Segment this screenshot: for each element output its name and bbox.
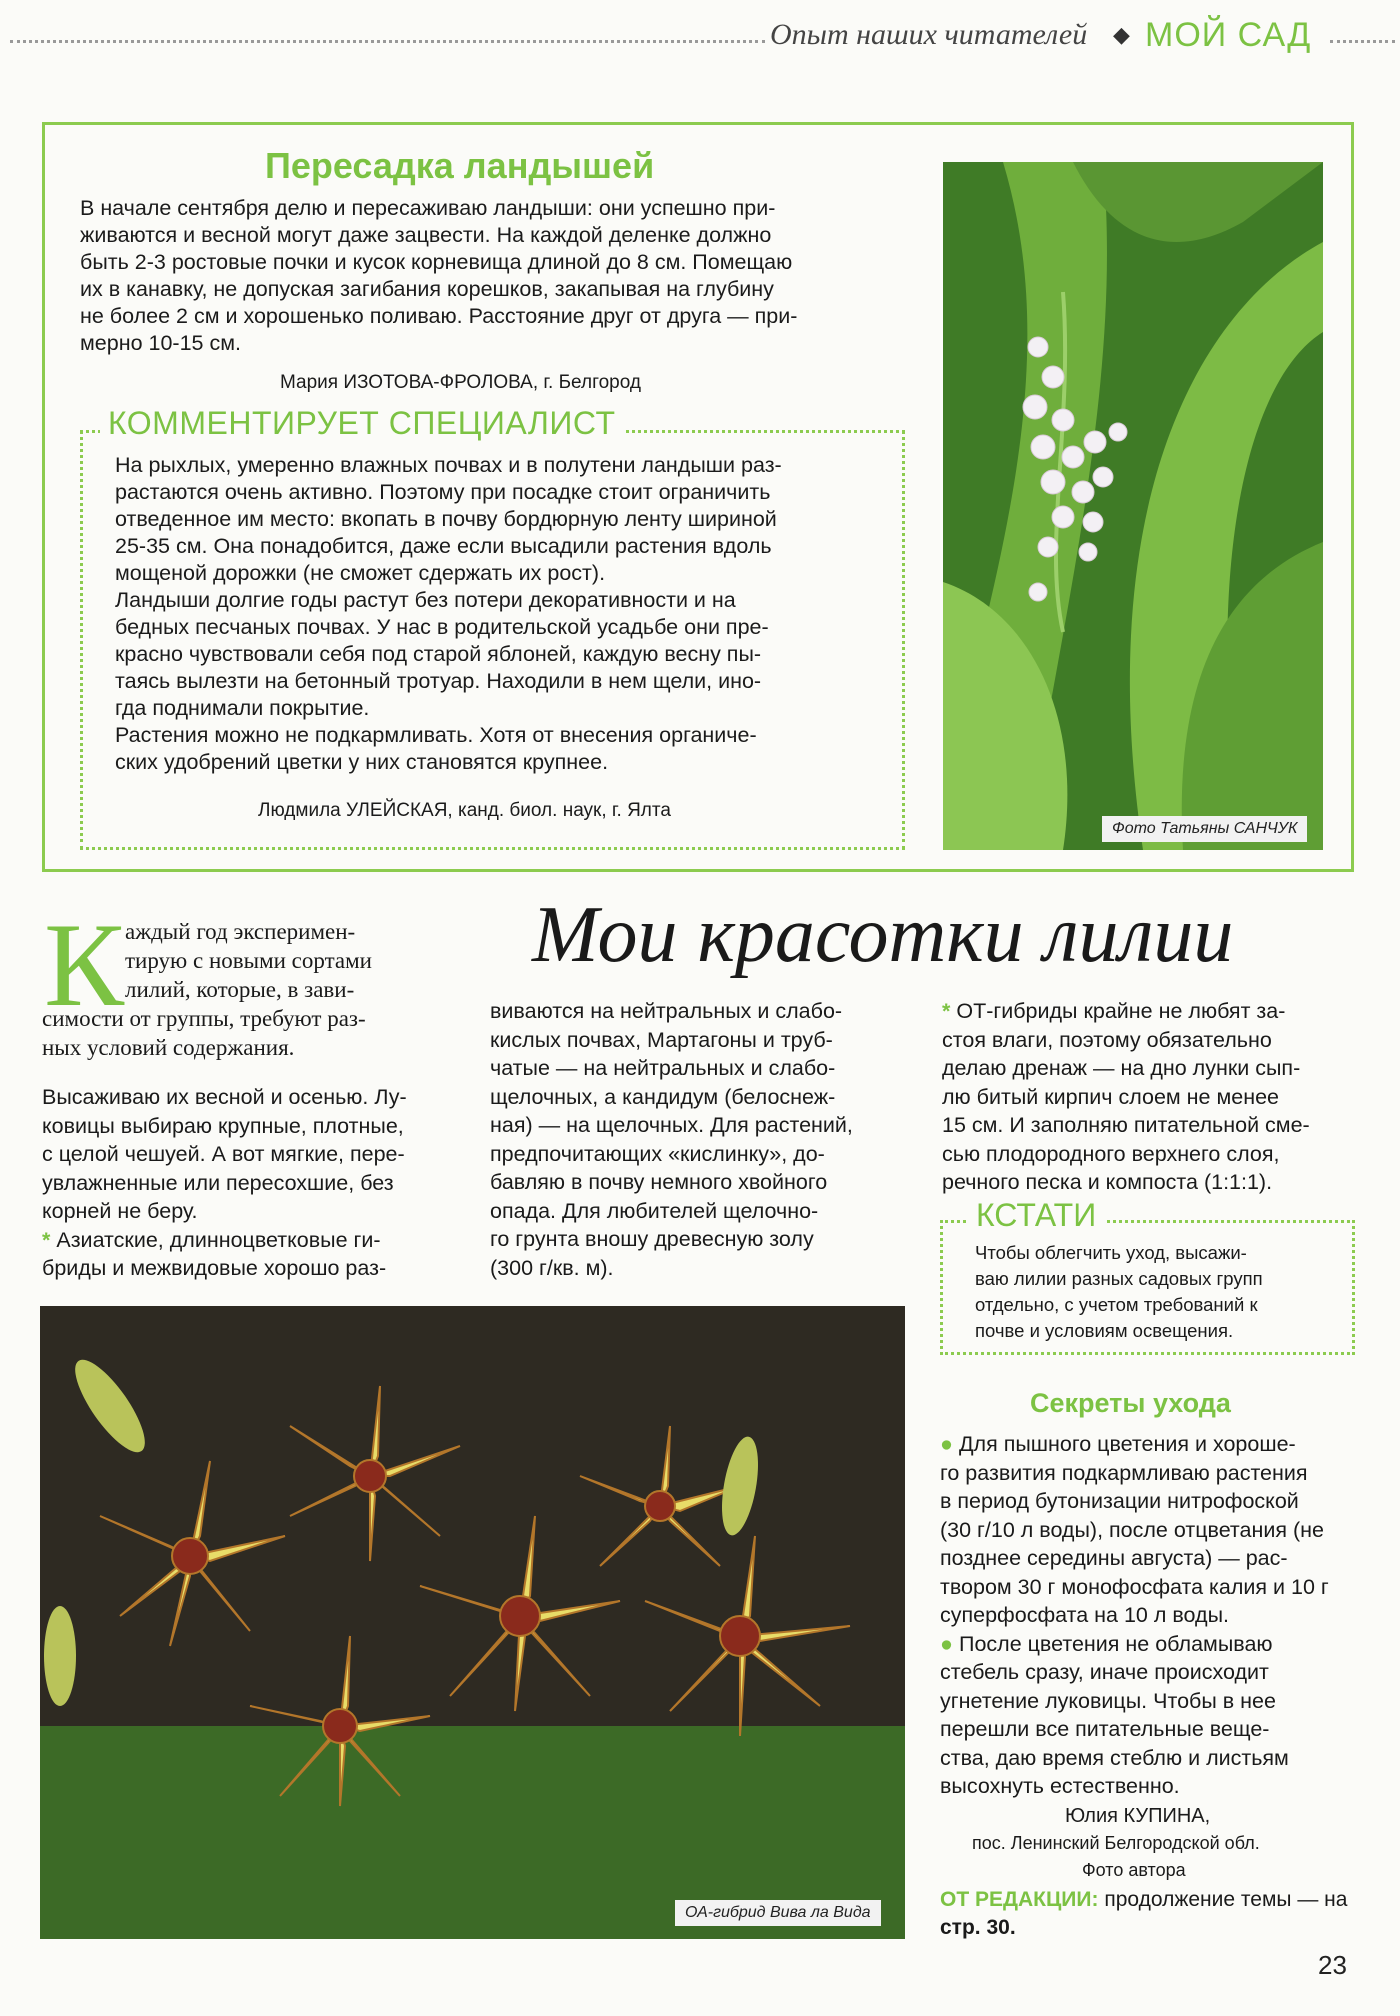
comment-author: Людмила УЛЕЙСКАЯ, канд. биол. наук, г. Ялта	[258, 800, 671, 821]
kstati-title: КСТАТИ	[968, 1197, 1104, 1234]
lilies-photo	[40, 1306, 905, 1939]
box-title: Пересадка ландышей	[265, 145, 655, 186]
lily-of-valley-photo	[943, 162, 1323, 850]
dot-bullet-icon: ●	[940, 1432, 953, 1456]
author-place: пос. Ленинский Белгородской обл.	[972, 1833, 1260, 1853]
author-name: Юлия КУПИНА,	[1065, 1805, 1211, 1827]
kstati-text: Чтобы облегчить уход, высажи- ваю лилии разных садовых групп отдельно, с учетом требований к почве и условиям освещения.	[975, 1242, 1263, 1341]
dropcap: К	[44, 898, 125, 1031]
diamond-icon: ◆	[1113, 22, 1130, 47]
editor-page: стр. 30.	[940, 1916, 1016, 1939]
lilies-caption: ОА-гибрид Вива ла Вида	[675, 1900, 881, 1926]
dot-bullet-icon: ●	[940, 1631, 953, 1656]
author-photo: Фото автора	[1082, 1860, 1186, 1880]
lily-of-valley-caption: Фото Татьяны САНЧУК	[1102, 816, 1307, 842]
header-rubric: МОЙ САД	[1145, 16, 1312, 54]
secrets-text: ● Для пышного цветения и хороше- го развития подкармливаю растения в период бутонизации нитрофоской (30 г/10 л воды), после отцветания (не позднее середины августа) — рас- твором 30 г монофосфата калия и 10 г суперфосфата на 10 л воды. ● После цветения не обламываю стебель сразу, иначе происходит угнетение луковицы. Чтобы в нее перешли все питательные веще- ства, даю время стеблю и листьям высохнуть естественно.	[940, 1432, 1329, 1798]
editor-note: ОТ РЕДАКЦИИ: продолжение темы — на	[940, 1888, 1348, 1911]
column-3: * ОТ-гибриды крайне не любят за- стоя влаги, поэтому обязательно делаю дренаж — на дно лунки сып- лю битый кирпич слоем не менее 15 см. И заполняю питательной сме- сью плодородного верхнего слоя, речного песка и компоста (1:1:1).	[942, 999, 1310, 1194]
asterisk-bullet-icon: *	[942, 999, 951, 1023]
asterisk-bullet-icon: *	[42, 1227, 51, 1252]
header-rule-left	[10, 40, 765, 43]
comment-title: КОММЕНТИРУЕТ СПЕЦИАЛИСТ	[100, 405, 624, 442]
column-1: Высаживаю их весной и осенью. Лу- ковицы выбираю крупные, плотные, с целой чешуей. А вот мягкие, пере- увлажненные или пересохшие, без корней не беру. * Азиатские, длинноцветковые ги- бриды и межвидовые хорошо раз-	[42, 1085, 407, 1280]
comment-text: На рыхлых, умеренно влажных почвах и в полутени ландыши раз- растаются очень активно. Поэтому при посадке стоит ограничить отведенное им место: вкопать в почву бордюрную ленту шириной 25-35 см. Она понадобится, даже если высадили растения вдоль мощеной дорожки (не сможет сдержать их рост). Ландыши долгие годы растут без потери декоративности и на бедных песчаных почвах. У нас в родительской усадьбе они пре- красно чувствовали себя под старой яблоней, каждую весну пы- таясь вылезти на бетонный тротуар. Находили в нем щели, ино- гда поднимали покрытие. Растения можно не подкармливать. Хотя от внесения органиче- ских удобрений цветки у них становятся крупнее.	[115, 453, 782, 774]
header-section: Опыт наших читателей	[770, 18, 1088, 51]
article-lead: аждый год эксперимен- тирую с новыми сортами лилий, которые, в зави-	[125, 919, 372, 1002]
box-text: В начале сентября делю и пересаживаю ландыши: они успешно при- живаются и весной могут даже зацвести. На каждой деленке должно быть 2-3 ростовые почки и кусок корневища длиной до 8 см. Помещаю их в канавку, не допуская загибания корешков, закапывая на глубину не более 2 см и хорошенько поливаю. Расстояние друг от друга — при- мерно 10-15 см.	[80, 196, 798, 355]
header-rule-right	[1330, 40, 1395, 43]
article-title: Мои красотки лилии	[532, 891, 1234, 979]
box-author: Мария ИЗОТОВА-ФРОЛОВА, г. Белгород	[280, 372, 641, 393]
secrets-title: Секреты ухода	[1030, 1388, 1231, 1418]
column-2: виваются на нейтральных и слабо- кислых почвах, Мартагоны и труб- чатые — на нейтральных и слабо- щелочных, а кандидум (белоснеж- ная) — на щелочных. Для растений, предпочитающих «кислинку», до- бавляю в почву немного хвойного опада. Для любителей щелочно- го грунта вношу древесную золу (300 г/кв. м).	[490, 999, 853, 1280]
page-number: 23	[1318, 1950, 1347, 1980]
article-lead-cont: симости от группы, требуют раз- ных условий содержания.	[42, 1006, 366, 1060]
